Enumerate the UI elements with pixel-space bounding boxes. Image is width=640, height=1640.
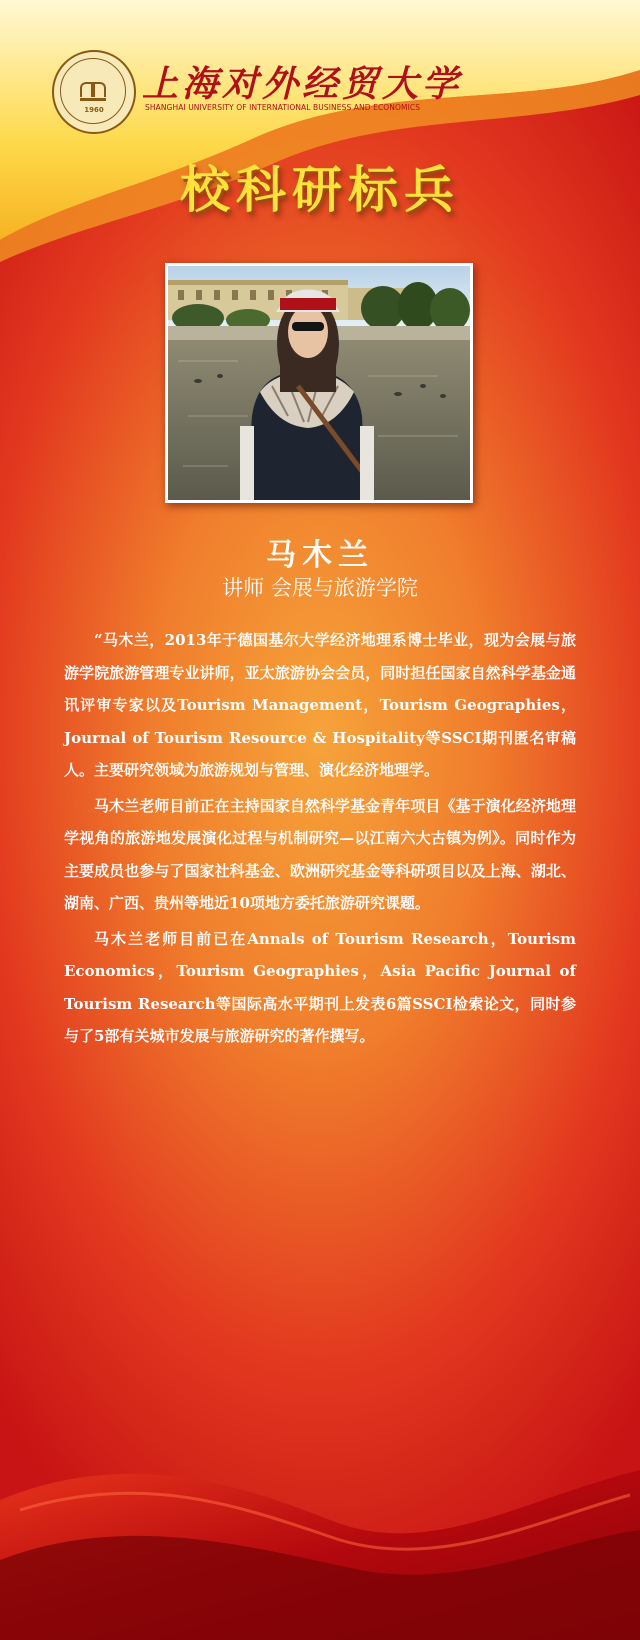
book-icon — [80, 82, 106, 101]
profile-title: 讲师 会展与旅游学院 — [222, 576, 418, 600]
university-seal-logo — [52, 50, 136, 134]
university-header — [52, 50, 612, 132]
profile-biography — [64, 624, 576, 1056]
seal-year: 1960 — [84, 106, 104, 114]
bio-paragraph-3: 马木兰老师目前已在Annals of Tourism Research，Tourism Economics，Tourism Geographies，Asia Pacific Journal of Tourism Research等国际高水平期刊上发表6篇SSCI检索论文，同时参与了5部有关城市发展与旅游研究的著作撰写。 — [64, 929, 576, 1045]
bio-paragraph-2: 马木兰老师目前正在主持国家自然科学基金青年项目《基于演化经济地理学视角的旅游地发展演化过程与机制研究—以江南六大古镇为例》。同时作为主要成员也参与了国家社科基金、欧洲研究基金等科研项目以及上海、湖北、湖南、广西、贵州等地近10项地方委托旅游研究课题。 — [64, 796, 576, 912]
poster-headline: 校科研标兵 — [180, 161, 460, 219]
portrait-photo — [165, 263, 473, 503]
bottom-ribbon-decoration — [0, 1440, 640, 1640]
university-name-english: SHANGHAI UNIVERSITY OF INTERNATIONAL BUSINESS AND ECONOMICS — [145, 103, 421, 112]
university-name-chinese: 上海对外经贸大学 — [142, 63, 463, 105]
top-decorative-band — [0, 0, 640, 270]
bio-paragraph-1: “马木兰，2013年于德国基尔大学经济地理系博士毕业，现为会展与旅游学院旅游管理专业讲师，亚太旅游协会会员，同时担任国家自然科学基金通讯评审专家以及Tourism Management，Tourism Geographies，Journal of Tourism Resource & Hospitality等SSCI期刊匿名审稿人。主要研究领域为旅游规划与管理、演化经济地理学。 — [64, 631, 576, 779]
profile-name: 马木兰 — [266, 538, 374, 573]
